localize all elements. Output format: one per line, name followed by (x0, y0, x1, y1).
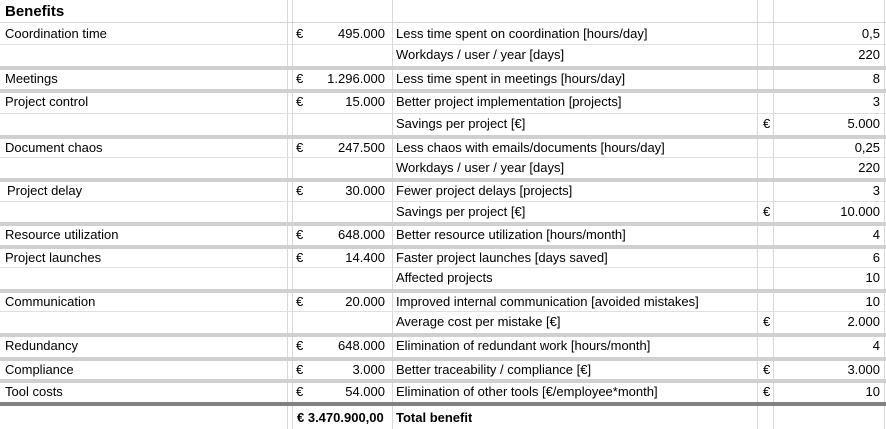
parameter-value[interactable]: 10 (865, 270, 880, 285)
currency-symbol[interactable]: € (296, 294, 304, 309)
parameter-description[interactable]: Workdays / user / year [days] (396, 160, 565, 175)
benefit-amount[interactable]: 648.000 (338, 338, 385, 353)
parameter-value[interactable]: 5.000 (847, 116, 880, 131)
parameter-value[interactable]: 2.000 (847, 314, 880, 329)
grid-column-line (287, 0, 288, 429)
benefit-amount[interactable]: 54.000 (345, 384, 385, 399)
parameter-description[interactable]: Savings per project [€] (396, 204, 526, 219)
benefit-label[interactable]: Project launches (5, 250, 102, 265)
benefit-amount[interactable]: 3.000 (352, 362, 385, 377)
grid-column-line (392, 0, 393, 429)
benefit-label[interactable]: Resource utilization (5, 227, 119, 242)
benefit-label[interactable]: Project control (5, 94, 89, 109)
currency-symbol[interactable]: € (296, 26, 304, 41)
currency-symbol[interactable]: € (296, 183, 304, 198)
grid-column-line (292, 0, 293, 429)
parameter-currency[interactable]: € (763, 204, 771, 219)
benefit-amount[interactable]: 247.500 (338, 140, 385, 155)
parameter-description[interactable]: Improved internal communication [avoided mistakes] (396, 294, 699, 309)
parameter-description[interactable]: Better project implementation [projects] (396, 94, 622, 109)
benefit-label[interactable]: Meetings (5, 71, 58, 86)
parameter-description[interactable]: Faster project launches [days saved] (396, 250, 608, 265)
currency-symbol[interactable]: € (296, 94, 304, 109)
benefit-label[interactable]: Project delay (7, 183, 83, 198)
benefit-label[interactable]: Redundancy (5, 338, 78, 353)
benefit-label[interactable]: Coordination time (5, 26, 107, 41)
total-separator (0, 402, 886, 406)
parameter-value[interactable]: 3 (872, 94, 880, 109)
currency-symbol[interactable]: € (296, 227, 304, 242)
parameter-value[interactable]: 0,5 (861, 26, 880, 41)
grid-column-line (773, 0, 774, 429)
currency-symbol[interactable]: € (296, 71, 304, 86)
grid-row-line (0, 22, 886, 23)
benefit-label[interactable]: Tool costs (5, 384, 63, 399)
parameter-description[interactable]: Elimination of redundant work [hours/month] (396, 338, 651, 353)
benefit-label[interactable]: Document chaos (5, 140, 103, 155)
benefit-amount[interactable]: 1.296.000 (327, 71, 385, 86)
parameter-currency[interactable]: € (763, 384, 771, 399)
currency-symbol[interactable]: € (296, 140, 304, 155)
benefit-amount[interactable]: 648.000 (338, 227, 385, 242)
currency-symbol[interactable]: € (296, 338, 304, 353)
parameter-description[interactable]: Elimination of other tools [€/employee*month] (396, 384, 658, 399)
parameter-description[interactable]: Less time spent in meetings [hours/day] (396, 71, 626, 86)
parameter-description[interactable]: Fewer project delays [projects] (396, 183, 573, 198)
currency-symbol[interactable]: € (296, 362, 304, 377)
total-amount[interactable]: € 3.470.900,00 (297, 410, 384, 425)
parameter-currency[interactable]: € (763, 116, 771, 131)
parameter-description[interactable]: Affected projects (396, 270, 493, 285)
parameter-currency[interactable]: € (763, 362, 771, 377)
parameter-value[interactable]: 0,25 (854, 140, 880, 155)
currency-symbol[interactable]: € (296, 384, 304, 399)
parameter-value[interactable]: 3.000 (847, 362, 880, 377)
parameter-value[interactable]: 10.000 (840, 204, 880, 219)
parameter-value[interactable]: 8 (872, 71, 880, 86)
parameter-value[interactable]: 3 (872, 183, 880, 198)
parameter-description[interactable]: Savings per project [€] (396, 116, 526, 131)
total-label[interactable]: Total benefit (396, 410, 473, 425)
benefit-label[interactable]: Communication (5, 294, 96, 309)
parameter-value[interactable]: 220 (858, 160, 880, 175)
parameter-description[interactable]: Workdays / user / year [days] (396, 47, 565, 62)
benefit-amount[interactable]: 20.000 (345, 294, 385, 309)
benefit-amount[interactable]: 30.000 (345, 183, 385, 198)
benefit-label[interactable]: Compliance (5, 362, 74, 377)
sheet-title: Benefits (5, 3, 65, 20)
parameter-value[interactable]: 10 (865, 294, 880, 309)
grid-column-line (884, 0, 885, 429)
parameter-description[interactable]: Less time spent on coordination [hours/day] (396, 26, 648, 41)
parameter-value[interactable]: 4 (872, 338, 880, 353)
parameter-value[interactable]: 10 (865, 384, 880, 399)
parameter-description[interactable]: Better traceability / compliance [€] (396, 362, 592, 377)
parameter-value[interactable]: 4 (872, 227, 880, 242)
benefit-amount[interactable]: 495.000 (338, 26, 385, 41)
parameter-description[interactable]: Better resource utilization [hours/month] (396, 227, 626, 242)
benefit-amount[interactable]: 15.000 (345, 94, 385, 109)
parameter-value[interactable]: 6 (872, 250, 880, 265)
parameter-currency[interactable]: € (763, 314, 771, 329)
parameter-description[interactable]: Less chaos with emails/documents [hours/day] (396, 140, 665, 155)
parameter-value[interactable]: 220 (858, 47, 880, 62)
benefit-amount[interactable]: 14.400 (345, 250, 385, 265)
parameter-description[interactable]: Average cost per mistake [€] (396, 314, 561, 329)
grid-column-line (757, 0, 758, 429)
currency-symbol[interactable]: € (296, 250, 304, 265)
